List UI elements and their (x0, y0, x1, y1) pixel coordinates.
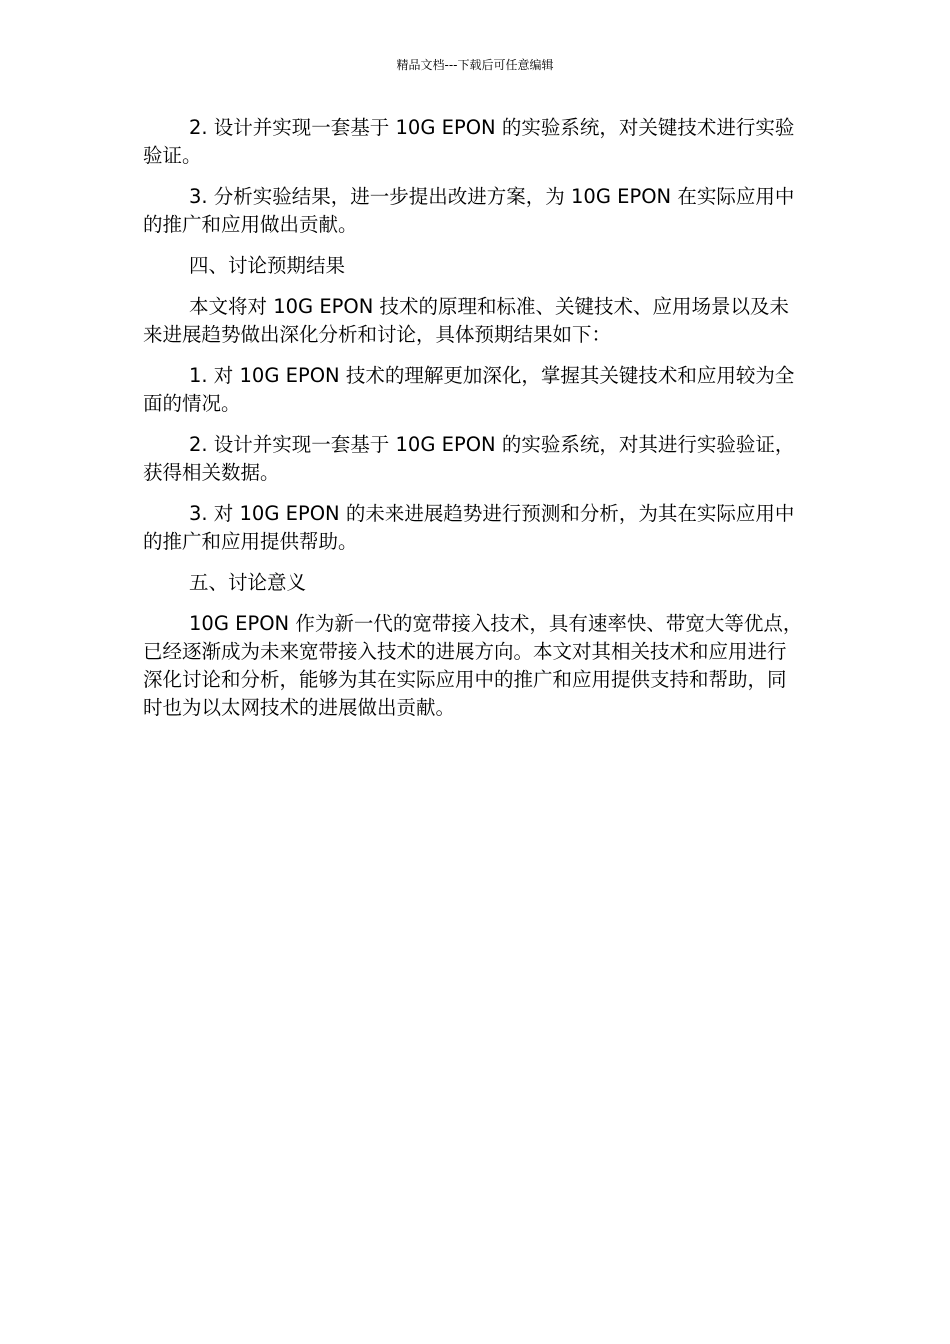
document-body (143, 114, 803, 735)
section-heading-significance: 五、讨论意义 (189, 571, 307, 594)
paragraph-significance: 10G EPON 作为新一代的宽带接入技术，具有速率快、带宽大等优点，已经逐渐成为未来宽带接入技术的进展方向。本文对其相关技术和应用进行深化讨论和分析，能够为其在实际应用中的推广和应用提供支持和帮助，同时也为以太网技术的进展做出贡献。 (143, 612, 803, 719)
page-header: 精品文档---下载后可任意编辑 (396, 58, 554, 72)
list-item-design-experiment: 2. 设计并实现一套基于 10G EPON 的实验系统，对关键技术进行实验验证。 (143, 116, 795, 167)
paragraph-expected-results-intro: 本文将对 10G EPON 技术的原理和标准、关键技术、应用场景以及未来进展趋势做出深化分析和讨论，具体预期结果如下： (143, 295, 790, 346)
list-item-experiment-system: 2. 设计并实现一套基于 10G EPON 的实验系统，对其进行实验验证，获得相关数据。 (143, 433, 795, 484)
list-item-understanding: 1. 对 10G EPON 技术的理解更加深化，掌握其关键技术和应用较为全面的情况。 (143, 364, 795, 415)
section-heading-expected-results: 四、讨论预期结果 (189, 254, 346, 277)
list-item-analyze-results: 3. 分析实验结果，进一步提出改进方案，为 10G EPON 在实际应用中的推广和应用做出贡献。 (143, 185, 795, 236)
list-item-future-prediction: 3. 对 10G EPON 的未来进展趋势进行预测和分析，为其在实际应用中的推广和应用提供帮助。 (143, 502, 795, 553)
